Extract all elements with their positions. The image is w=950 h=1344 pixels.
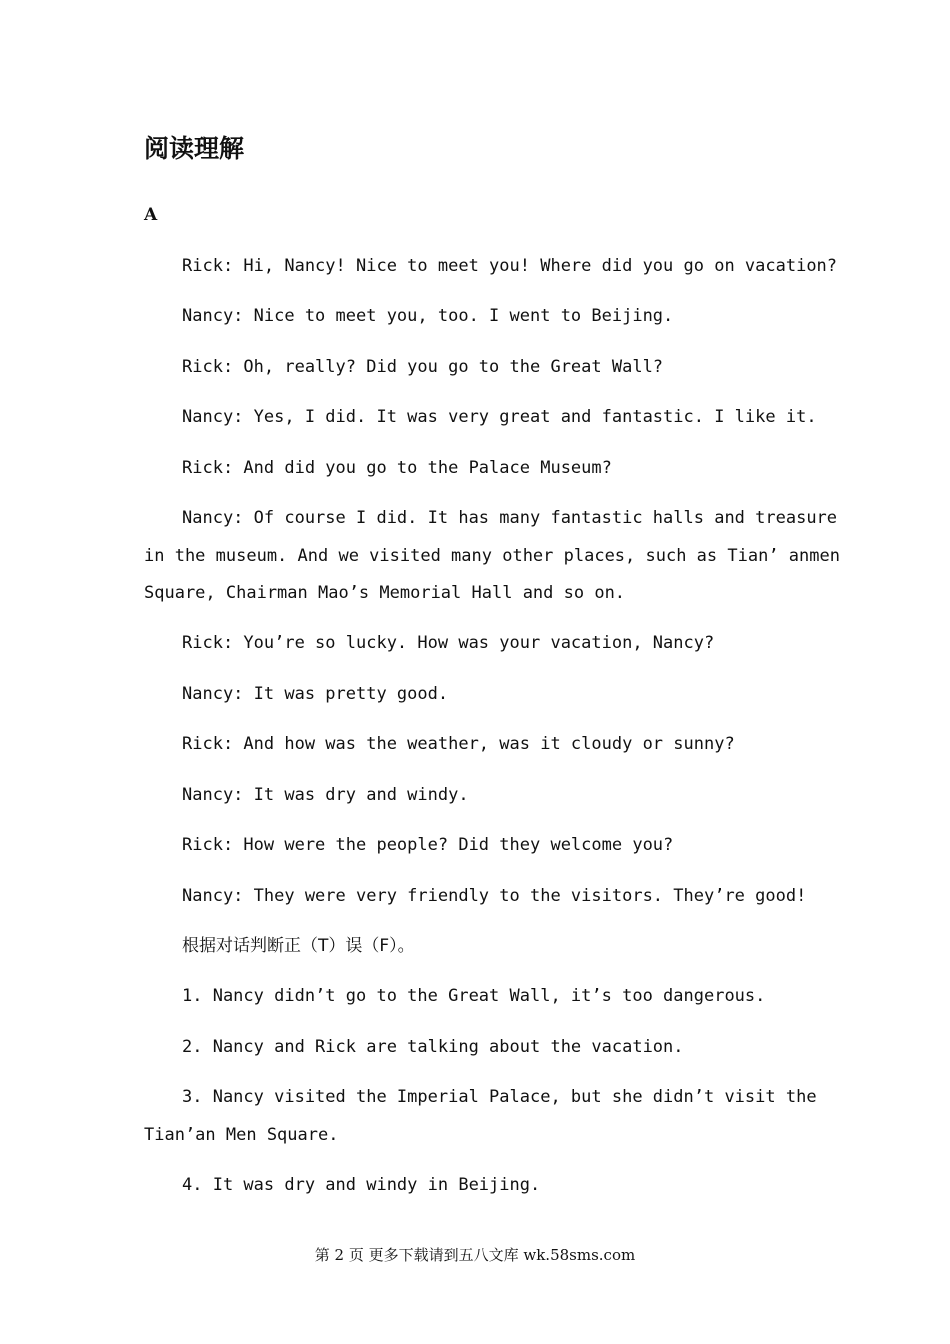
dialogue-line: Rick: Hi, Nancy! Nice to meet you! Where did you go on vacation?: [182, 256, 838, 276]
page-title: 阅读理解: [144, 134, 245, 163]
instruction-text: 根据对话判断正（T）误（F）。: [182, 936, 415, 956]
dialogue-line: Rick: And did you go to the Palace Museum?: [182, 458, 612, 478]
dialogue-line: Nancy: They were very friendly to the visitors. They’re good!: [182, 886, 807, 906]
dialogue-line: Rick: You’re so lucky. How was your vacation, Nancy?: [182, 633, 715, 653]
dialogue-line: Nancy: Nice to meet you, too. I went to Beijing.: [182, 306, 674, 326]
dialogue-line: Nancy: It was pretty good.: [182, 684, 449, 704]
question-item-continued: Tian’an Men Square.: [144, 1125, 339, 1145]
dialogue-line: Rick: And how was the weather, was it cloudy or sunny?: [182, 734, 735, 754]
dialogue-line: Rick: Oh, really? Did you go to the Great Wall?: [182, 357, 664, 377]
question-item: 3. Nancy visited the Imperial Palace, but she didn’t visit the: [182, 1087, 817, 1107]
question-item: 1. Nancy didn’t go to the Great Wall, it’s too dangerous.: [182, 986, 766, 1006]
page-footer: 第 2 页 更多下载请到五八文库 wk.58sms.com: [314, 1246, 636, 1264]
dialogue-line: Rick: How were the people? Did they welcome you?: [182, 835, 674, 855]
question-item: 4. It was dry and windy in Beijing.: [182, 1175, 541, 1195]
dialogue-line: Nancy: It was dry and windy.: [182, 785, 469, 805]
dialogue-line-continued: Square, Chairman Mao’s Memorial Hall and so on.: [144, 583, 626, 603]
dialogue-line: Nancy: Of course I did. It has many fantastic halls and treasure: [182, 508, 838, 528]
section-label: A: [144, 205, 158, 225]
question-item: 2. Nancy and Rick are talking about the vacation.: [182, 1037, 684, 1057]
dialogue-line: Nancy: Yes, I did. It was very great and fantastic. I like it.: [182, 407, 817, 427]
dialogue-line-continued: in the museum. And we visited many other places, such as Tian’ anmen: [144, 546, 840, 566]
